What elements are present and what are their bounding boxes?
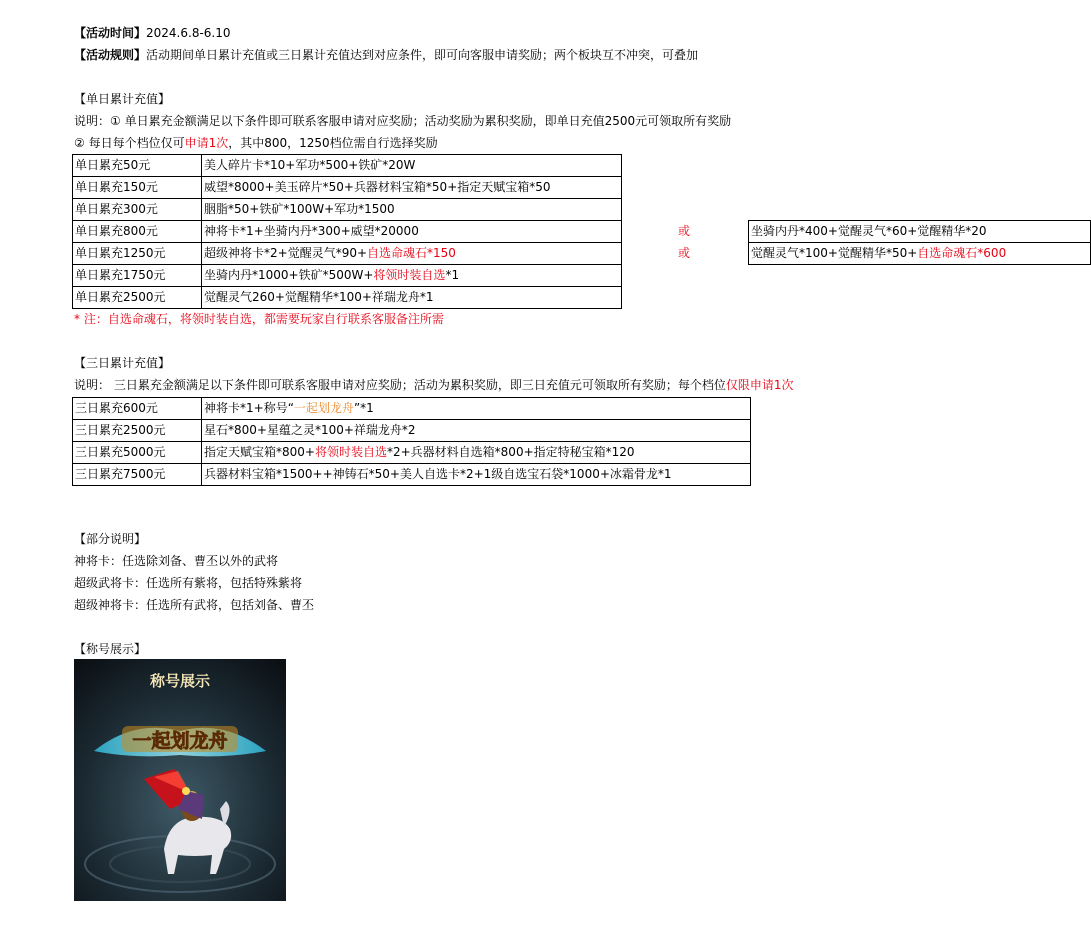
activity-rule-value: 活动期间单日累计充值或三日累计充值达到对应条件，即可向客服申请奖励；两个板块互不冲突，可叠加 xyxy=(146,48,699,62)
tier-cell: 单日累充1750元 xyxy=(73,265,202,287)
single-day-note-2 xyxy=(74,133,438,153)
reward-highlight: 将领时装自选 xyxy=(314,445,387,459)
activity-rule xyxy=(74,45,698,65)
single-day-heading: 【单日累计充值】 xyxy=(74,92,171,106)
note-item: 神将卡：任选除刘备、曹丕以外的武将 xyxy=(74,554,279,568)
table-row xyxy=(73,265,622,287)
three-day-note-red: 仅限申请1次 xyxy=(725,378,794,392)
single-day-note-1: 说明：① 单日累充金额满足以下条件即可联系客服申请对应奖励；活动奖励为累积奖励，即单日充值2500元可领取所有奖励 xyxy=(74,114,732,128)
table-row xyxy=(73,177,622,199)
reward-title-highlight: 一起划龙舟 xyxy=(293,401,354,415)
alt-reward-800: 坐骑内丹*400+觉醒灵气*60+觉醒精华*20 xyxy=(749,221,1091,243)
table-row xyxy=(73,199,622,221)
reward-cell: 美人碎片卡*10+军功*500+铁矿*20W xyxy=(202,155,622,177)
three-day-heading: 【三日累计充值】 xyxy=(74,356,171,370)
tier-cell: 单日累充1250元 xyxy=(73,243,202,265)
activity-time-label: 【活动时间】 xyxy=(74,26,147,40)
reward-cell xyxy=(202,398,751,420)
reward-text-suffix: ”*1 xyxy=(353,401,374,415)
reward-highlight: 将领时装自选 xyxy=(373,268,446,282)
table-row xyxy=(73,287,622,309)
single-day-table xyxy=(72,154,622,309)
reward-cell: 神将卡*1+坐骑内丹*300+威望*20000 xyxy=(202,221,622,243)
reward-text: 指定天赋宝箱*800+ xyxy=(204,445,315,459)
title-show-heading: 【称号展示】 xyxy=(74,642,147,656)
reward-cell: 胭脂*50+铁矿*100W+军功*1500 xyxy=(202,199,622,221)
reward-highlight: 自选命魂石*150 xyxy=(367,246,456,260)
single-day-note-2-red: 申请1次 xyxy=(184,136,229,150)
tier-cell: 三日累充2500元 xyxy=(73,420,202,442)
three-day-table xyxy=(72,397,751,486)
three-day-note-text: 说明： 三日累充金额满足以下条件即可联系客服申请对应奖励；活动为累积奖励，即三日充值元可领取所有奖励；每个档位 xyxy=(74,378,726,392)
table-row xyxy=(73,155,622,177)
reward-text: 坐骑内丹*1000+铁矿*500W+ xyxy=(204,268,374,282)
table-row xyxy=(73,420,751,442)
tier-cell: 单日累充2500元 xyxy=(73,287,202,309)
reward-text: 超级神将卡*2+觉醒灵气*90+ xyxy=(204,246,368,260)
image-heading: 称号展示 xyxy=(149,672,211,690)
tier-cell: 单日累充800元 xyxy=(73,221,202,243)
reward-cell: 威望*8000+美玉碎片*50+兵器材料宝箱*50+指定天赋宝箱*50 xyxy=(202,177,622,199)
table-row xyxy=(749,221,1091,243)
reward-text: 觉醒灵气*100+觉醒精华*50+ xyxy=(751,246,918,260)
tier-cell: 单日累充150元 xyxy=(73,177,202,199)
single-day-note-2-a: ② 每日每个档位仅可 xyxy=(74,136,185,150)
single-day-footnote: * 注：自选命魂石，将领时装自选，都需要玩家自行联系客服备注所需 xyxy=(74,312,444,326)
tier-cell: 三日累充5000元 xyxy=(73,442,202,464)
alt-reward-1250 xyxy=(749,243,1091,265)
reward-highlight: 自选命魂石*600 xyxy=(917,246,1007,260)
tier-cell: 三日累充600元 xyxy=(73,398,202,420)
or-label-1250: 或 xyxy=(677,246,690,260)
table-row xyxy=(73,464,751,486)
reward-text: 神将卡*1+称号“ xyxy=(204,401,294,415)
three-day-note xyxy=(74,375,793,395)
tier-cell: 单日累充50元 xyxy=(73,155,202,177)
table-row xyxy=(749,243,1091,265)
tier-cell: 三日累充7500元 xyxy=(73,464,202,486)
note-item: 超级神将卡：任选所有武将，包括刘备、曹丕 xyxy=(74,598,315,612)
activity-time xyxy=(74,23,231,43)
table-row xyxy=(73,243,622,265)
reward-text-suffix: *2+兵器材料自选箱*800+指定特秘宝箱*120 xyxy=(386,445,635,459)
table-row xyxy=(73,221,622,243)
reward-text-suffix: *1 xyxy=(445,268,460,282)
table-row xyxy=(73,442,751,464)
or-label-800: 或 xyxy=(677,224,690,238)
reward-cell xyxy=(202,265,622,287)
activity-rule-label: 【活动规则】 xyxy=(74,48,147,62)
reward-cell xyxy=(202,442,751,464)
badge-text: 一起划龙舟 xyxy=(132,730,228,752)
notes-heading: 【部分说明】 xyxy=(74,532,147,546)
note-item: 超级武将卡：任选所有紫将，包括特殊紫将 xyxy=(74,576,303,590)
activity-time-value: 2024.6.8-6.10 xyxy=(146,26,231,40)
title-preview-image xyxy=(74,659,286,901)
reward-cell: 兵器材料宝箱*1500++神铸石*50+美人自选卡*2+1级自选宝石袋*1000+冰霜骨龙*1 xyxy=(202,464,751,486)
reward-cell: 觉醒灵气260+觉醒精华*100+祥瑞龙舟*1 xyxy=(202,287,622,309)
tier-cell: 单日累充300元 xyxy=(73,199,202,221)
table-row xyxy=(73,398,751,420)
reward-cell xyxy=(202,243,622,265)
alternative-rewards-table xyxy=(748,220,1091,265)
single-day-note-2-b: ，其中800，1250档位需自行选择奖励 xyxy=(228,136,438,150)
reward-cell: 星石*800+星蕴之灵*100+祥瑞龙舟*2 xyxy=(202,420,751,442)
